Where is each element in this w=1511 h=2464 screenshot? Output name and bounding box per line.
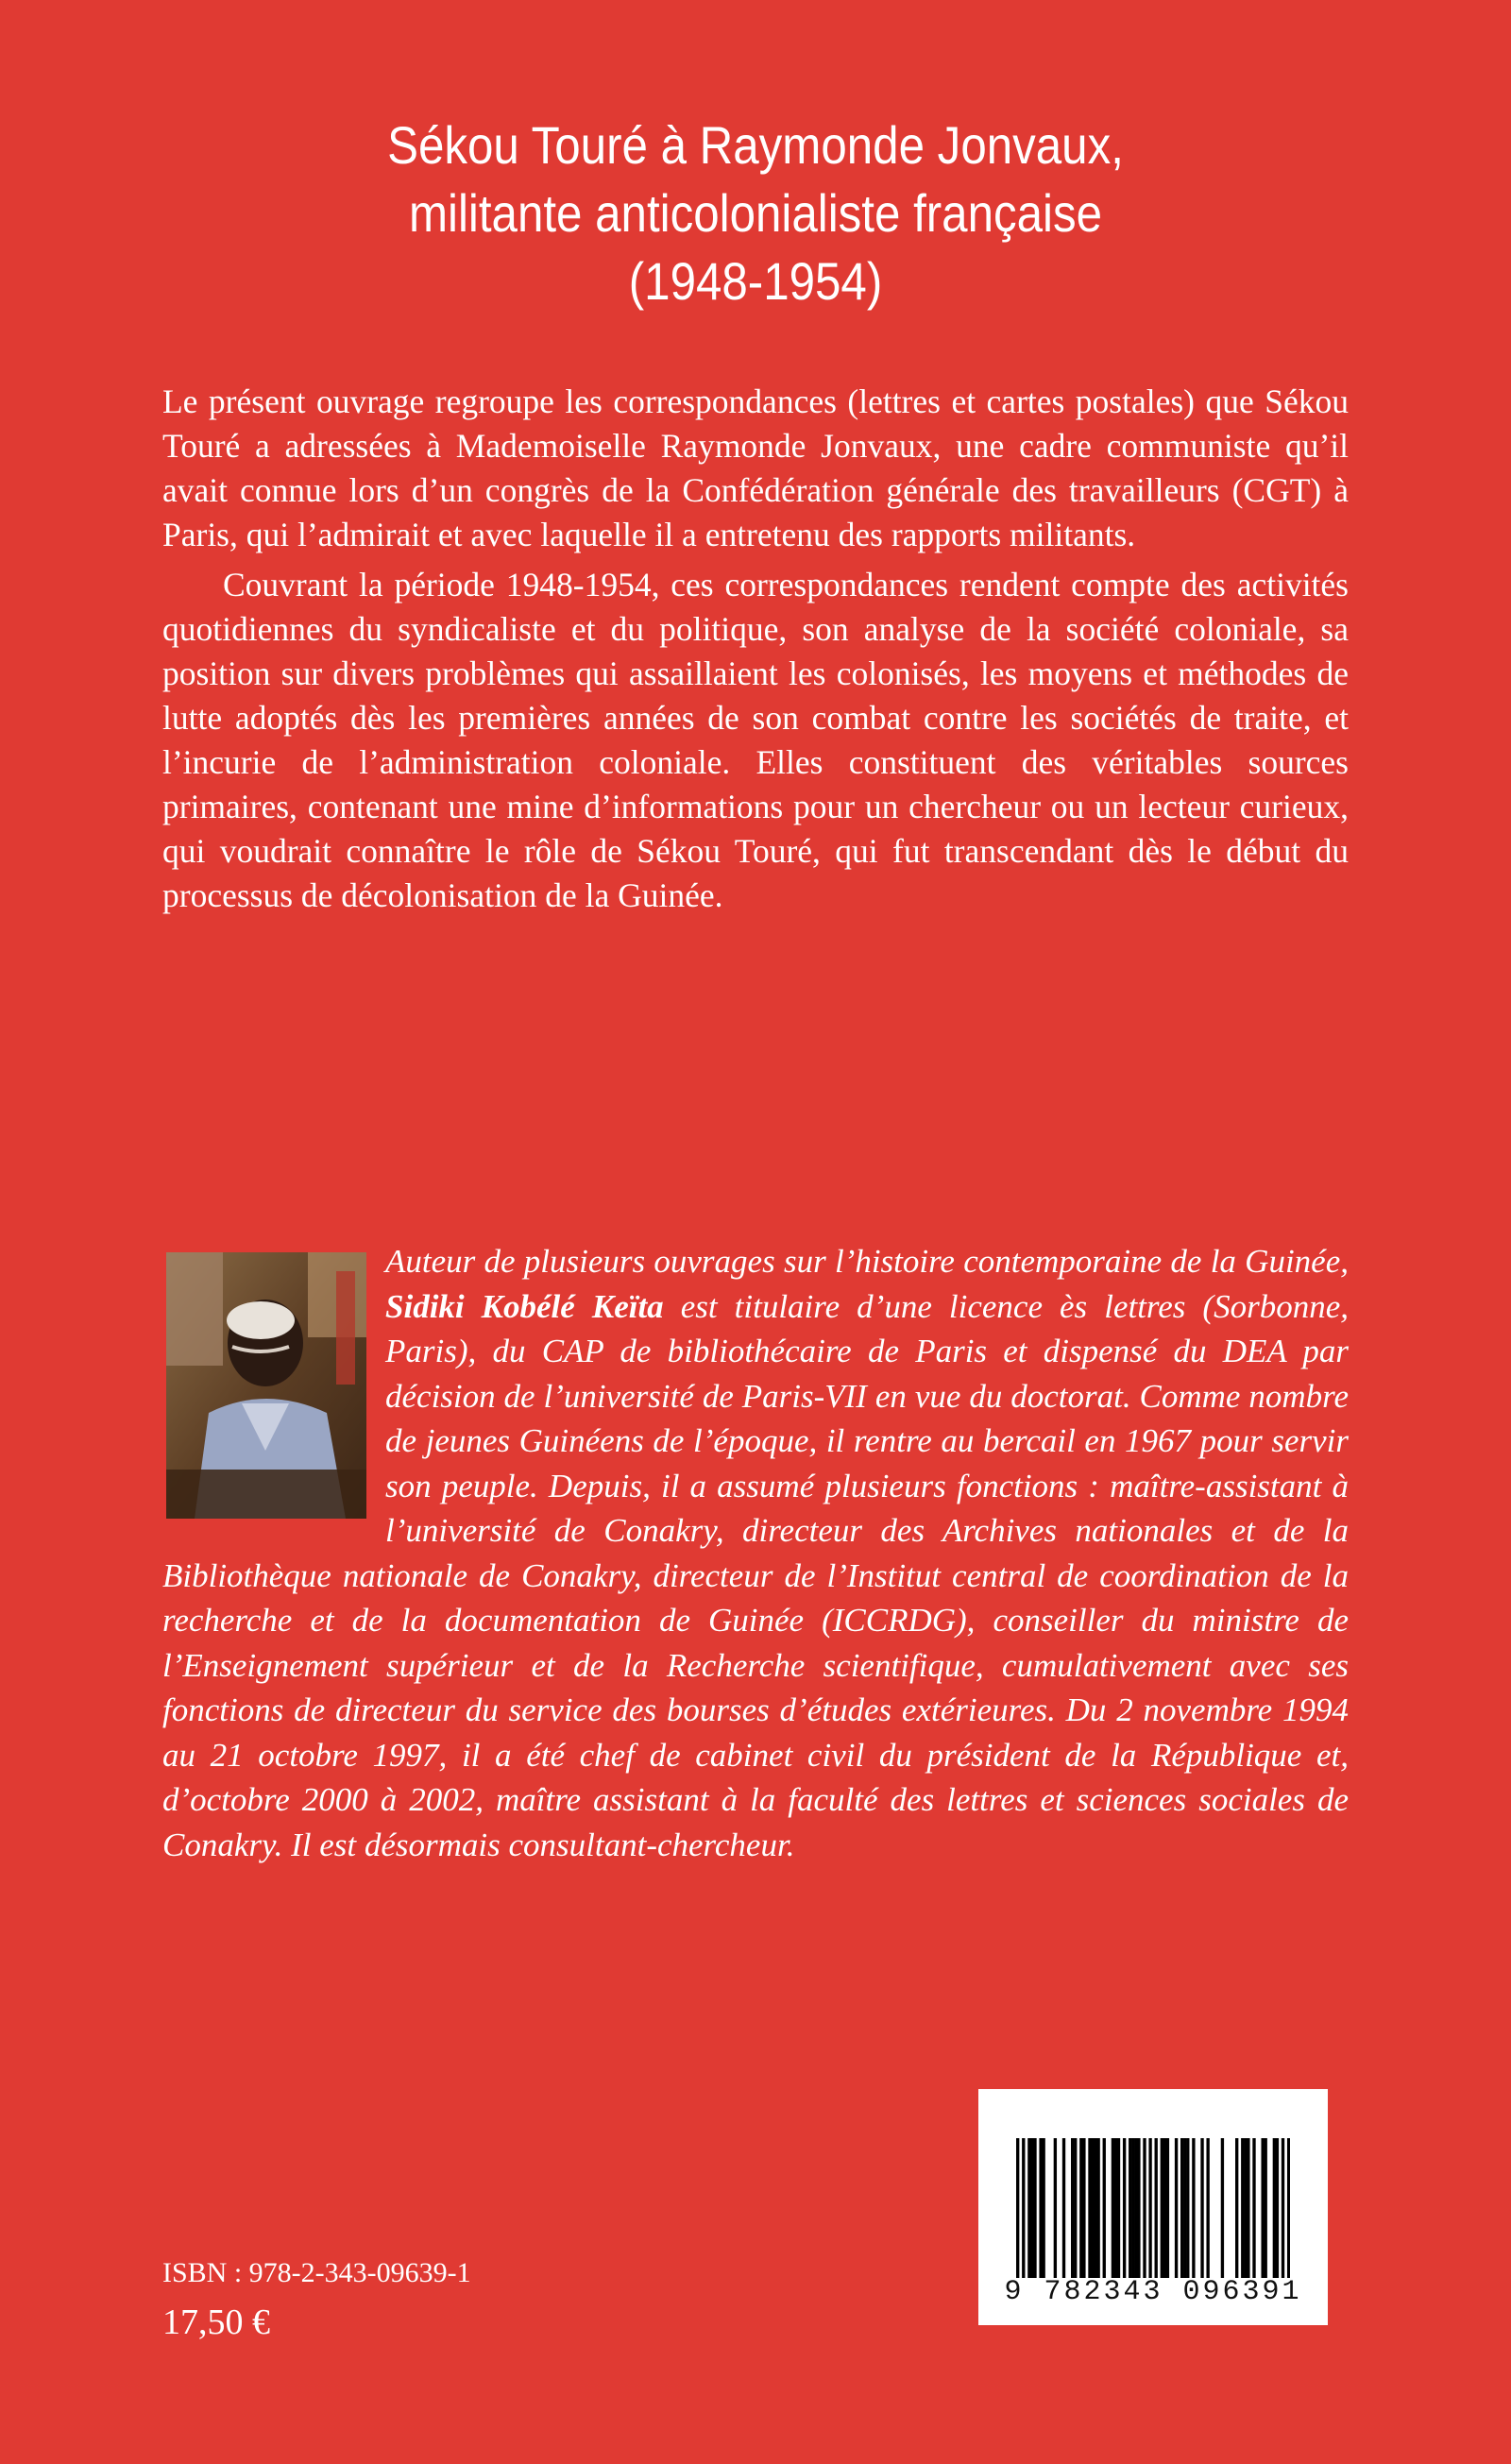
barcode-bar — [1033, 2138, 1036, 2278]
barcode-bar — [1137, 2138, 1140, 2278]
barcode-bar — [1163, 2138, 1166, 2278]
title-line-3: (1948-1954) — [628, 251, 883, 311]
barcode-bar — [1088, 2138, 1091, 2278]
barcode-bar — [1206, 2138, 1209, 2278]
barcode-bar — [1261, 2138, 1264, 2278]
barcode-bar — [1282, 2138, 1284, 2278]
barcode-bar — [1161, 2138, 1163, 2278]
barcode-bars — [1016, 2138, 1290, 2278]
barcode-bar — [1200, 2138, 1203, 2278]
book-title — [91, 111, 1420, 315]
isbn: ISBN : 978-2-343-09639-1 — [162, 2257, 471, 2288]
price: 17,50 € — [162, 2303, 270, 2342]
barcode-bar — [1042, 2138, 1044, 2278]
barcode-bar — [1094, 2138, 1096, 2278]
author-bio-rest: est titulaire d’une licence ès lettres (Sorbonne, Paris), du CAP de bibliothécaire de Paris et dispensé du DEA par décision de l’université de Paris-VII en vue du doctorat. Comme nombre de jeunes Guinéens de l’époque, il rentre au bercail en 1967 pour servir son peuple. Depuis, il a assumé plusieurs fonctions : maître-assistant à l’université de Conakry, directeur des Archives nationales et de la Bibliothèque nationale de Conakry, directeur de l’Institut central de coordination de la recherche et de la documentation de Guinée (ICCRDG), conseiller du ministre de l’Enseignement supérieur et de la Recherche scientifique, cumulativement avec ses fonctions de directeur du service des bourses d’études extérieures. Du 2 novembre 1994 au 21 octobre 1997, il a été chef de cabinet civil du président de la République et, d’octobre 2000 à 2002, maître assistant à la faculté des lettres et sciences sociales de Conakry. Il est désormais consultant-chercheur. — [162, 1287, 1349, 1863]
barcode-bar — [1054, 2138, 1057, 2278]
summary-paragraph-2: Couvrant la période 1948-1954, ces correspondances rendent compte des activités quotidiennes du syndicaliste et du politique, son analyse de la société coloniale, sa position sur divers problèmes qui assaillaient les colonisés, les moyens et méthodes de lutte adoptés dès les premières années de son combat contre les sociétés de traite, et l’incurie de l’administration coloniale. Elles constituent des véritables sources primaires, contenant une mine d’informations pour un chercheur ou un lecteur curieux, qui voudrait connaître le rôle de Sékou Touré, qui fut transcendant dès le début du processus de décolonisation de la Guinée. — [162, 566, 1349, 914]
barcode-bar — [1114, 2138, 1117, 2278]
barcode-bar — [1082, 2138, 1085, 2278]
barcode-bar — [1071, 2138, 1074, 2278]
barcode-bar — [1265, 2138, 1267, 2278]
barcode-bar — [1074, 2138, 1077, 2278]
author-portrait-image — [166, 1252, 366, 1519]
barcode-bar — [1062, 2138, 1065, 2278]
barcode-bar — [1287, 2138, 1290, 2278]
barcode-bar — [1241, 2138, 1244, 2278]
barcode-bar — [1186, 2138, 1189, 2278]
barcode-bar — [1134, 2138, 1137, 2278]
author-bio — [162, 1239, 1349, 1867]
barcode-bar — [1273, 2138, 1276, 2278]
barcode-bar — [1131, 2138, 1134, 2278]
book-summary — [162, 380, 1349, 924]
barcode-bar — [1016, 2138, 1019, 2278]
title-line-1: Sékou Touré à Raymonde Jonvaux, — [387, 115, 1124, 175]
author-bio-start: Auteur de plusieurs ouvrages sur l’histoire contemporaine de la Guinée, — [385, 1243, 1349, 1280]
author-name: Sidiki Kobélé Keïta — [385, 1287, 664, 1325]
barcode-bar — [1252, 2138, 1255, 2278]
barcode-bar — [1096, 2138, 1099, 2278]
barcode-bar — [1022, 2138, 1025, 2278]
barcode-bar — [1155, 2138, 1158, 2278]
barcode-bar — [1030, 2138, 1033, 2278]
barcode-bar — [1183, 2138, 1186, 2278]
barcode-bar — [1244, 2138, 1247, 2278]
title-line-2: militante anticolonialiste française — [408, 183, 1103, 243]
barcode-bar — [1192, 2138, 1195, 2278]
barcode-bar — [1112, 2138, 1114, 2278]
barcode-bar — [1079, 2138, 1082, 2278]
summary-paragraph-1: Le présent ouvrage regroupe les correspondances (lettres et cartes postales) que Sékou Touré a adressées à Mademoiselle Raymonde Jonvaux, une cadre communiste qu’il avait connue lors d’un congrès de la Confédération générale des travailleurs (CGT) à Paris, qui l’admirait et avec laquelle il a entretenu des rapports militants. — [162, 382, 1349, 553]
barcode-bar — [1166, 2138, 1169, 2278]
barcode-bar — [1276, 2138, 1279, 2278]
author-photo — [166, 1252, 366, 1519]
barcode-digits: 9 782343 096391 — [1004, 2276, 1302, 2308]
barcode-bar — [1143, 2138, 1146, 2278]
barcode-bar — [1123, 2138, 1126, 2278]
barcode-bar — [1129, 2138, 1131, 2278]
barcode-bar — [1091, 2138, 1094, 2278]
barcode-bar — [1039, 2138, 1042, 2278]
barcode-bar — [1247, 2138, 1249, 2278]
barcode-bar — [1175, 2138, 1178, 2278]
barcode-bar — [1221, 2138, 1224, 2278]
barcode-bar — [1148, 2138, 1151, 2278]
barcode-bar — [1027, 2138, 1030, 2278]
barcode-bar — [1117, 2138, 1120, 2278]
barcode-bar — [1103, 2138, 1106, 2278]
barcode-bar — [1235, 2138, 1238, 2278]
barcode — [978, 2089, 1328, 2325]
barcode-bar — [1180, 2138, 1183, 2278]
